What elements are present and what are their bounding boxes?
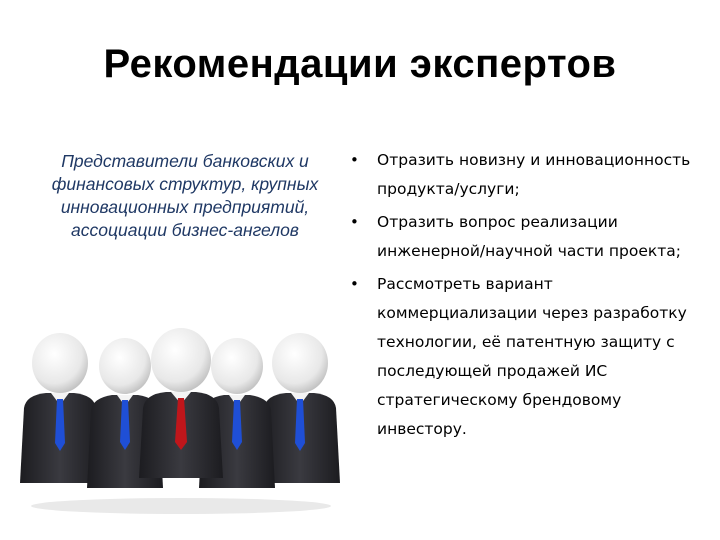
business-people-illustration bbox=[15, 328, 345, 528]
person-figure bbox=[20, 333, 100, 483]
ground-shadow bbox=[31, 498, 331, 514]
list-item bbox=[348, 208, 703, 266]
bullet-text: Отразить вопрос реализации инженерной/научной части проекта; bbox=[377, 213, 682, 260]
slide-title: Рекомендации экспертов bbox=[103, 42, 617, 86]
list-item bbox=[348, 146, 703, 204]
bullet-icon: • bbox=[350, 213, 359, 231]
list-item bbox=[348, 270, 703, 444]
bullet-icon: • bbox=[350, 151, 359, 169]
experts-description: Представители банковских и финансовых структур, крупных инновационных предприятий, ассоциации бизнес-ангелов bbox=[51, 151, 319, 240]
recommendations-list bbox=[348, 146, 703, 448]
bullet-icon: • bbox=[350, 275, 359, 293]
bullet-text: Рассмотреть вариант коммерциализации через разработку технологии, её патентную защиту с последующей продажей ИС стратегическому брендовому инвестору. bbox=[377, 275, 687, 438]
person-figure-leader bbox=[139, 328, 223, 478]
bullet-text: Отразить новизну и инновационность продукта/услуги; bbox=[377, 151, 691, 198]
